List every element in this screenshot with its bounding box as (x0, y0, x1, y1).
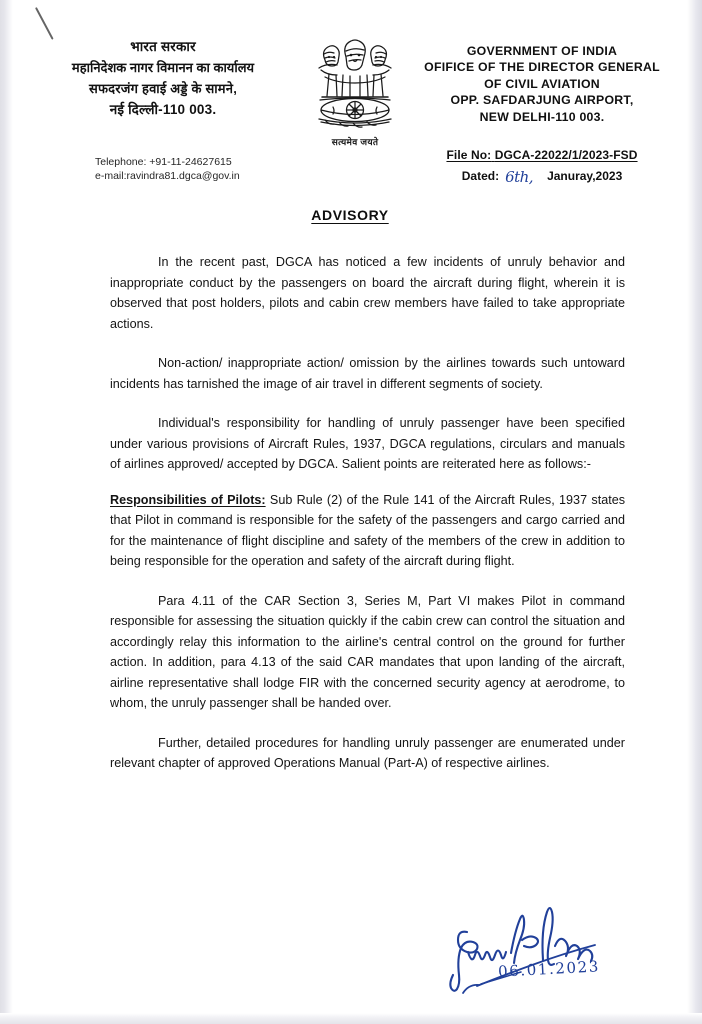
paragraph-2: Non-action/ inappropriate action/ omission by the airlines towards such untoward incidents has tarnished the image of air travel in different segments of society. (110, 356, 625, 391)
hindi-line-4: नई दिल्ली-110 003. (109, 102, 217, 117)
hindi-line-3: सफदरजंग हवाई अड्डे के सामने, (88, 81, 238, 96)
paragraph-5: Para 4.11 of the CAR Section 3, Series M, Part VI makes Pilot in command responsible for assessing the situation quickly if the cabin crew can control the situation and accordingly relay this information to the airline's central control on the ground for further action. In addition, para 4.13 of the said CAR mandates that upon landing of the aircraft, airline representative shall lodge FIR with the concerned security agency at aerodrome, to whom, the unruly passenger shall be handed over. (110, 593, 625, 710)
page-bottom-edge-shadow (0, 1013, 702, 1024)
letterhead-contact-block (95, 155, 240, 183)
file-number-value: DGCA-22022/1/2023-FSD (494, 148, 638, 162)
responsibilities-of-pilots-heading: Responsibilities of Pilots: (110, 492, 266, 507)
page-title (13, 207, 687, 223)
letterhead (13, 0, 687, 190)
file-number-line (401, 148, 683, 162)
page-left-edge-shadow (0, 0, 13, 1024)
ashoka-lion-capital-emblem-icon (309, 30, 401, 134)
english-line-1: GOVERNMENT OF INDIA (466, 44, 618, 58)
paragraph-3: Individual's responsibility for handling of unruly passenger have been specified under various provisions of Aircraft Rules, 1937, DGCA regulations, circulars and manuals of airlines approved/ accepted by DGCA. Salient points are reiterated here as follows:- (110, 416, 625, 471)
emblem-block (309, 30, 401, 148)
paragraph-1: In the recent past, DGCA has noticed a few incidents of unruly behavior and inappropriate conduct by the passengers on board the aircraft during flight, wherein it is observed that post holders, pilots and cabin crew members have failed to take appropriate actions. (110, 255, 625, 331)
signature-block (443, 898, 673, 1008)
signature-date: 06.01.2023 (497, 957, 601, 981)
telephone-text: Telephone: +91-11-24627615 (95, 156, 232, 168)
letterhead-hindi-address (33, 36, 293, 120)
paragraph-4-text: Sub Rule (2) of the Rule 141 of the Aircraft Rules, 1937 states that Pilot in command is responsible for the safety of the passengers and cargo carried and for the maintenance of flight discipline and safety of the members of the crew in addition to being responsible for the operation and safety of the aircraft during flight. (110, 492, 625, 568)
letterhead-english-address (401, 43, 683, 125)
email-text: e-mail:ravindra81.dgca@gov.in (95, 170, 240, 182)
advisory-title-text: ADVISORY (311, 207, 389, 223)
dated-month-year: Januray,2023 (547, 169, 623, 183)
emblem-motto-text: सत्यमेव जयते (331, 137, 379, 147)
english-line-5: NEW DELHI-110 003. (479, 109, 605, 124)
paragraph-4 (110, 490, 625, 572)
reference-block (401, 148, 683, 184)
handwritten-signature-icon (443, 898, 663, 1003)
dated-handwritten-day: 6th, (505, 168, 534, 186)
page-right-edge-shadow (687, 0, 702, 1024)
paragraph-6: Further, detailed procedures for handling unruly passenger are enumerated under relevant chapter of approved Operations Manual (Part-A) of respective airlines. (110, 735, 625, 770)
file-number-label: File No: (446, 148, 492, 162)
dated-line (401, 166, 683, 184)
hindi-line-1: भारत सरकार (130, 39, 196, 54)
dated-label: Dated: (461, 169, 500, 183)
english-line-2: OFIFICE OF THE DIRECTOR GENERAL (424, 60, 660, 75)
document-body (110, 252, 625, 774)
english-line-3: OF CIVIL AVIATION (484, 76, 600, 91)
paper-sheet (13, 0, 687, 1013)
hindi-line-2: महानिदेशक नागर विमानन का कार्यालय (71, 60, 255, 75)
english-line-4: OPP. SAFDARJUNG AIRPORT, (450, 93, 634, 108)
